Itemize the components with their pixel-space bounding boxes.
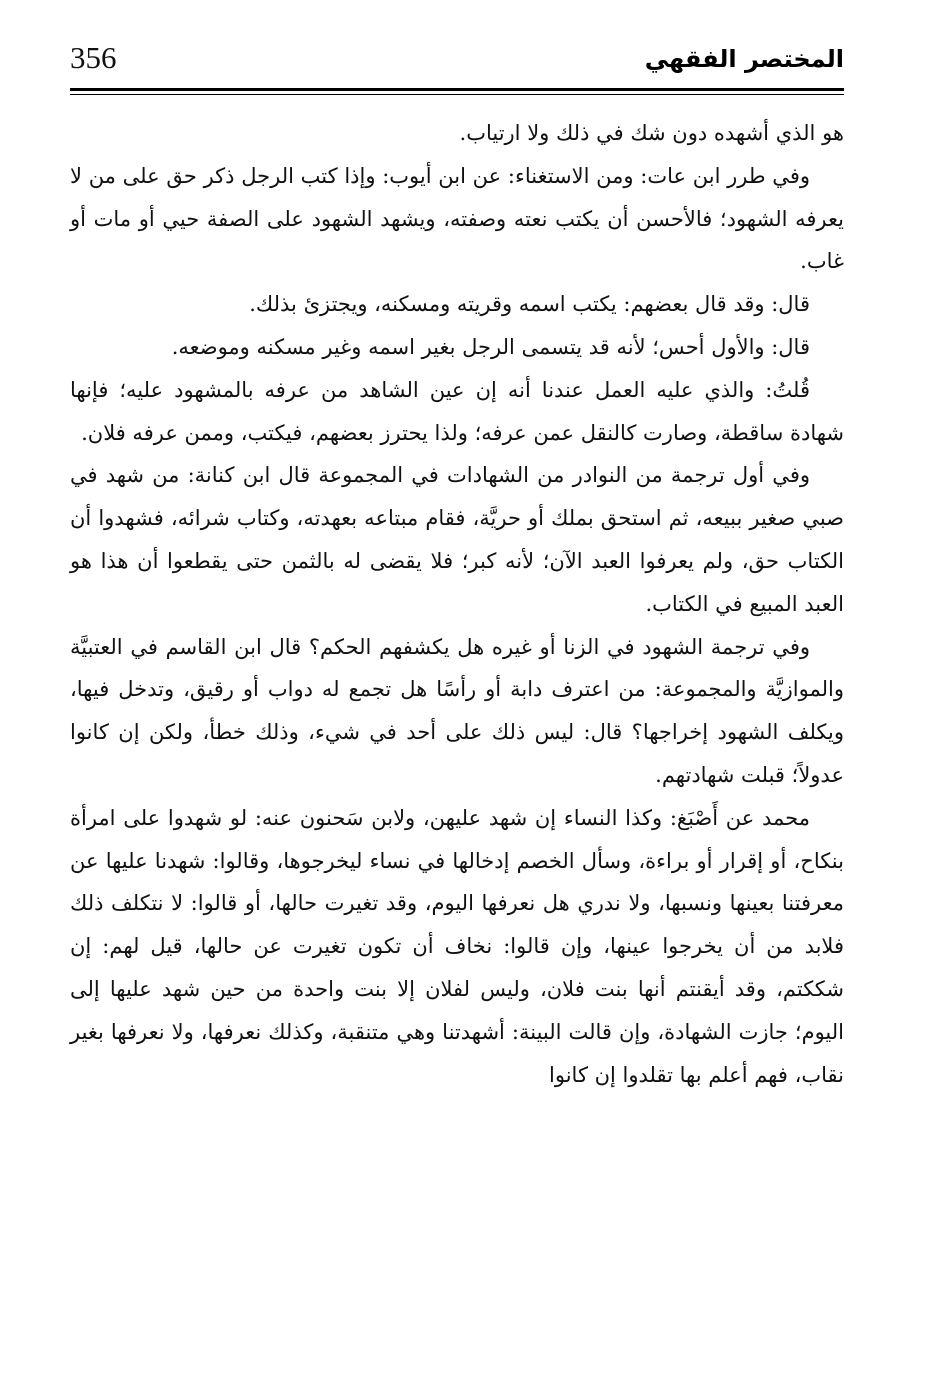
paragraph: قال: وقد قال بعضهم: يكتب اسمه وقريته ومسكنه، ويجتزئ بذلك. [249,292,810,317]
paragraph: وفي أول ترجمة من النوادر من الشهادات في المجموعة قال ابن كنانة: من شهد في صبي صغير ببيعه، ثم استحق بملك أو حريَّة، فقام مبتاعه بعهدته، وكتاب شرائه، فشهدوا أن الكتاب حق، ولم يعرفوا العبد الآن؛ لأنه كبر؛ فلا يقضى له بالثمن حتى يقطعوا أن هذا هو العبد المبيع في الكتاب. [70,463,844,616]
header-rule-thick [70,88,844,91]
paragraph: وفي طرر ابن عات: ومن الاستغناء: عن ابن أيوب: وإذا كتب الرجل ذكر حق على من لا يعرفه الشهود؛ فالأحسن أن يكتب نعته وصفته، ويشهد الشهود على الصفة حيي أو مات أو غاب. [70,163,844,274]
paragraph: قال: والأول أحس؛ لأنه قد يتسمى الرجل بغير اسمه وغير مسكنه وموضعه. [171,334,810,359]
paragraph: وفي ترجمة الشهود في الزنا أو غيره هل يكشفهم الحكم؟ قال ابن القاسم في العتبيَّة والموازيَّة والمجموعة: من اعترف دابة أو رأسًا هل تجمع له دواب أو رقيق، وتدخل فيها، ويكلف الشهود إخراجها؟ قال: ليس ذلك على أحد في شيء، وذلك خطأ، ولكن إن كانوا عدولاً؛ قبلت شهادتهم. [70,634,844,787]
paragraph: قُلتُ: والذي عليه العمل عندنا أنه إن عين الشاهد من عرفه بالمشهود عليه؛ فإنها شهادة ساقطة، وصارت كالنقل عمن عرفه؛ ولذا يحترز بعضهم، فيكتب، وممن عرفه فلان. [70,377,844,445]
paragraph: هو الذي أشهده دون شك في ذلك ولا ارتياب. [459,121,844,145]
page-header [70,38,844,82]
running-title: المختصر الفقهي [644,45,844,73]
page-number: 356 [70,40,117,75]
page-body [70,112,844,1096]
header-rule-thin [70,94,844,95]
paragraph: محمد عن أَصْبَغ: وكذا النساء إن شهد عليهن، ولابن سَحنون عنه: لو شهدوا على امرأة بنكاح، أو إقرار أو براءة، وسأل الخصم إدخالها في نساء ليخرجوها، وقالوا: شهدنا عليها عن معرفتنا بعينها ونسبها، ولا ندري هل نعرفها اليوم، وقد تغيرت حالها، أو قالوا: لا نتكلف ذلك فلابد من أن يخرجوا عينها، وإن قالوا: نخاف أن تكون تغيرت عن حالها، قيل لهم: إن شككتم، وقد أيقنتم أنها بنت فلان، وليس لفلان إلا بنت واحدة من حين شهد عليها إلى اليوم؛ جازت الشهادة، وإن قالت البينة: أشهدتنا وهي متنقبة، وكذلك نعرفها، ولا نعرفها بغير نقاب، فهم أعلم بها تقلدوا إن كانوا [70,805,844,1087]
